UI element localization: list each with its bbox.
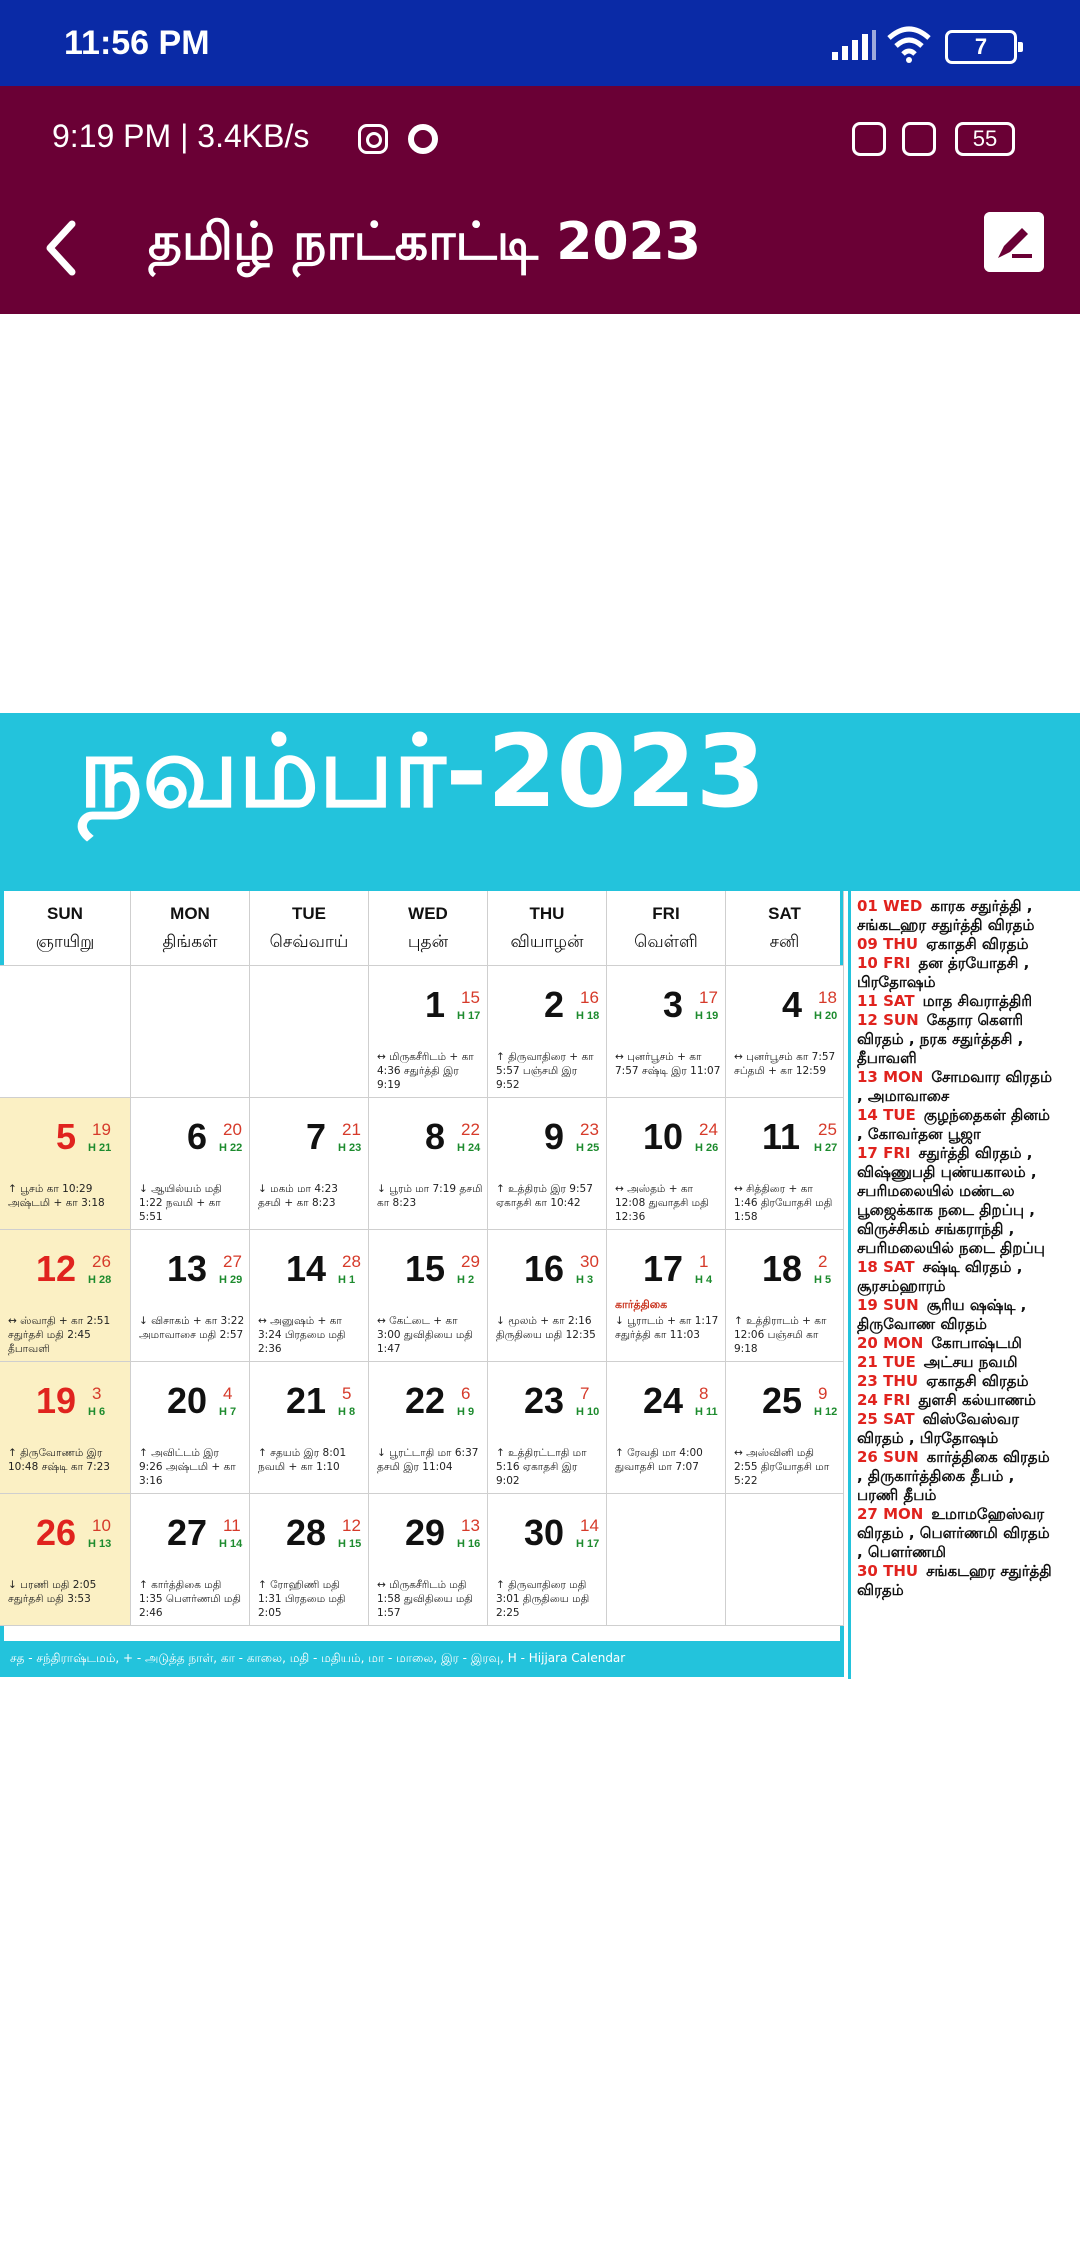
- date-number: 20: [167, 1380, 208, 1421]
- day-cell-17[interactable]: [607, 1230, 726, 1362]
- tamil-date: 12: [342, 1516, 361, 1535]
- day-cell-22[interactable]: [369, 1362, 488, 1494]
- hijri-date: H 16: [457, 1538, 481, 1550]
- hijri-date: H 12: [814, 1406, 838, 1418]
- day-event: கார்த்திகை: [615, 1298, 668, 1311]
- festival-text: உமாமஹேஸ்வர விரதம் , பௌர்ணமி விரதம் , பௌர்ணமி: [857, 1505, 1050, 1561]
- tamil-date: 3: [92, 1384, 102, 1403]
- festival-text: ஏகாதசி விரதம்: [926, 935, 1029, 953]
- festival-text: தன த்ரயோதசி , பிரதோஷம்: [857, 954, 1030, 991]
- empty-cell: [131, 966, 250, 1098]
- page-title: தமிழ் நாட்காட்டி 2023: [148, 212, 701, 272]
- tamil-date: 17: [699, 988, 718, 1007]
- festival-item: [857, 1353, 1057, 1372]
- hijri-date: H 3: [576, 1274, 594, 1286]
- hijri-date: H 25: [576, 1142, 600, 1154]
- date-number: 12: [36, 1248, 77, 1289]
- day-cell-25[interactable]: [726, 1362, 844, 1494]
- hijri-date: H 26: [695, 1142, 719, 1154]
- tamil-date: 18: [818, 988, 837, 1007]
- tamil-date: 10: [92, 1516, 111, 1535]
- day-notes: ↓ மகம் மா 4:23 தசமி + கா 8:23: [258, 1183, 338, 1209]
- festival-date: 10 FRI: [857, 954, 911, 972]
- hijri-date: H 4: [695, 1274, 713, 1286]
- day-notes: ↓ ஆயில்யம் மதி 1:22 நவமி + கா 5:51: [139, 1183, 222, 1223]
- day-notes: ↑ பூசம் கா 10:29 அஷ்டமி + கா 3:18: [8, 1183, 105, 1209]
- hijri-date: H 22: [219, 1142, 243, 1154]
- tamil-date: 13: [461, 1516, 480, 1535]
- festival-item: [857, 1410, 1057, 1448]
- day-cell-10[interactable]: [607, 1098, 726, 1230]
- back-arrow-icon[interactable]: [28, 210, 104, 286]
- hijri-date: H 28: [88, 1274, 112, 1286]
- hijri-date: H 8: [338, 1406, 356, 1418]
- date-number: 21: [286, 1380, 327, 1421]
- date-number: 11: [762, 1116, 801, 1157]
- month-title: நவம்பர்-2023: [78, 713, 766, 830]
- day-notes: ↔ மிருகசீரிடம் + கா 4:36 சதுர்த்தி இர 9:19: [377, 1051, 474, 1091]
- hijri-date: H 17: [576, 1538, 600, 1550]
- day-notes: ↑ திருவாதிரை + கா 5:57 பஞ்சமி இர 9:52: [496, 1051, 594, 1091]
- secondary-status-bar: [0, 86, 1080, 182]
- day-notes: ↔ சித்திரை + கா 1:46 திரயோதசி மதி 1:58: [734, 1183, 833, 1223]
- tamil-date: 6: [461, 1384, 471, 1403]
- day-notes: ↑ உத்திரம் இர 9:57 ஏகாதசி கா 10:42: [496, 1183, 593, 1209]
- tamil-date: 21: [342, 1120, 361, 1139]
- day-cell-26[interactable]: [0, 1494, 131, 1626]
- festival-text: சதுர்த்தி விரதம் , விஷ்ணுபதி புண்யகாலம் , சபரிமலையில் மண்டல பூஜைக்காக நடை திறப்பு , விருச்சிகம் சங்கராந்தி , சபரிமலையில் நடை திறப்பு: [857, 1144, 1045, 1257]
- day-notes: ↓ பரணி மதி 2:05 சதுர்தசி மதி 3:53: [8, 1579, 97, 1605]
- day-notes: ↔ புனர்பூசம் + கா 7:57 சஷ்டி இர 11:07: [615, 1051, 721, 1077]
- day-notes: ↑ சதயம் இர 8:01 நவமி + கா 1:10: [258, 1447, 347, 1473]
- day-cell-7[interactable]: [250, 1098, 369, 1230]
- tamil-date: 9: [818, 1384, 828, 1403]
- festival-item: [857, 992, 1057, 1011]
- day-notes: ↑ திருவோணம் இர 10:48 சஷ்டி கா 7:23: [8, 1447, 110, 1473]
- tamil-date: 25: [818, 1120, 837, 1139]
- day-notes: ↑ ரோஹிணி மதி 1:31 பிரதமை மதி 2:05: [258, 1579, 346, 1619]
- wifi-icon: [886, 26, 932, 64]
- festival-text: ஏகாதசி விரதம்: [926, 1372, 1029, 1390]
- weekday-ta: புதன்: [407, 932, 449, 952]
- day-notes: ↑ திருவாதிரை மதி 3:01 திருதியை மதி 2:25: [496, 1579, 590, 1619]
- festival-date: 19 SUN: [857, 1296, 919, 1314]
- festival-date: 24 FRI: [857, 1391, 911, 1409]
- festival-item: [857, 1296, 1057, 1334]
- hijri-date: H 6: [88, 1406, 106, 1418]
- day-cell-28[interactable]: [250, 1494, 369, 1626]
- day-cell-6[interactable]: [131, 1098, 250, 1230]
- festival-date: 23 THU: [857, 1372, 919, 1390]
- tamil-date: 16: [580, 988, 599, 1007]
- empty-cell: [607, 1494, 726, 1626]
- day-cell-19[interactable]: [0, 1362, 131, 1494]
- festival-item: [857, 1505, 1057, 1562]
- weekday-ta: திங்கள்: [162, 932, 218, 952]
- festival-text: சஷ்டி விரதம் , சூரசம்ஹாரம்: [857, 1258, 1023, 1295]
- tamil-date: 26: [92, 1252, 111, 1271]
- weekday-ta: ஞாயிறு: [35, 932, 95, 952]
- weekday-en: SAT: [768, 904, 801, 923]
- day-notes: ↓ பூரட்டாதி மா 6:37 தசமி இர 11:04: [377, 1447, 479, 1473]
- day-cell-5[interactable]: [0, 1098, 131, 1230]
- divider: [848, 891, 851, 1679]
- day-cell-23[interactable]: [488, 1362, 607, 1494]
- tamil-date: 19: [92, 1120, 111, 1139]
- chrome-icon: [408, 124, 438, 154]
- calendar-header: [0, 713, 1080, 891]
- day-notes: ↔ அனுஷம் + கா 3:24 பிரதமை மதி 2:36: [258, 1315, 346, 1355]
- date-number: 16: [524, 1248, 565, 1289]
- festival-item: [857, 1068, 1057, 1106]
- date-number: 6: [187, 1116, 208, 1157]
- hijri-date: H 1: [338, 1274, 356, 1286]
- day-notes: ↔ ஸ்வாதி + கா 2:51 சதுர்தசி மதி 2:45 தீபாவளி: [8, 1315, 111, 1355]
- date-number: 13: [167, 1248, 208, 1289]
- day-cell-3[interactable]: [607, 966, 726, 1098]
- tamil-date: 11: [223, 1516, 241, 1535]
- day-cell-21[interactable]: [250, 1362, 369, 1494]
- calendar-grid: [0, 891, 844, 1641]
- festival-list: [857, 897, 1057, 1837]
- festival-item: [857, 1562, 1057, 1600]
- hijri-date: H 20: [814, 1010, 838, 1022]
- tamil-date: 8: [699, 1384, 709, 1403]
- hijri-date: H 10: [576, 1406, 600, 1418]
- date-number: 25: [762, 1380, 803, 1421]
- tamil-date: 30: [580, 1252, 599, 1271]
- date-number: 7: [306, 1116, 327, 1157]
- day-cell-2[interactable]: [488, 966, 607, 1098]
- festival-text: சங்கடஹர சதுர்த்தி விரதம்: [857, 1562, 1052, 1599]
- date-number: 2: [544, 984, 565, 1025]
- calendar-legend: சத - சந்திராஷ்டமம், + - அடுத்த நாள், கா - காலை, மதி - மதியம், மா - மாலை, இர - இரவு, H - Hijjara Calendar: [0, 1641, 844, 1677]
- date-number: 24: [643, 1380, 684, 1421]
- festival-text: கேதார கௌரி விரதம் , நரக சதுர்த்தசி , தீபாவளி: [857, 1011, 1024, 1067]
- tamil-date: 28: [342, 1252, 361, 1271]
- system-status-bar: [0, 0, 1080, 86]
- tamil-date: 20: [223, 1120, 242, 1139]
- hijri-date: H 27: [814, 1142, 838, 1154]
- day-cell-27[interactable]: [131, 1494, 250, 1626]
- date-number: 3: [663, 984, 684, 1025]
- festival-text: விஸ்வேஸ்வர விரதம் , பிரதோஷம்: [857, 1410, 1019, 1447]
- festival-date: 27 MON: [857, 1505, 924, 1523]
- grid-icon: [902, 122, 936, 156]
- hijri-date: H 19: [695, 1010, 719, 1022]
- weekday-ta: வியாழன்: [510, 932, 584, 952]
- festival-item: [857, 1391, 1057, 1410]
- festival-text: காரக சதுர்த்தி , சங்கடஹர சதுர்த்தி விரதம்: [857, 897, 1035, 934]
- tamil-date: 29: [461, 1252, 480, 1271]
- festival-item: [857, 1258, 1057, 1296]
- weekday-header-sat: [726, 891, 844, 966]
- weekday-header-mon: [131, 891, 250, 966]
- date-number: 1: [425, 984, 446, 1025]
- date-number: 14: [286, 1248, 327, 1289]
- weekday-header-sun: [0, 891, 131, 966]
- weekday-en: TUE: [292, 904, 326, 923]
- day-cell-14[interactable]: [250, 1230, 369, 1362]
- date-number: 23: [524, 1380, 565, 1421]
- hijri-date: H 7: [219, 1406, 237, 1418]
- festival-item: [857, 1011, 1057, 1068]
- day-notes: ↑ உத்திராடம் + கா 12:06 பஞ்சமி கா 9:18: [734, 1315, 827, 1355]
- day-notes: ↓ பூரம் மா 7:19 தசமி கா 8:23: [377, 1183, 483, 1209]
- festival-date: 13 MON: [857, 1068, 924, 1086]
- tamil-date: 4: [223, 1384, 233, 1403]
- day-notes: ↔ அஸ்வினி மதி 2:55 திரயோதசி மா 5:22: [734, 1447, 830, 1487]
- weekday-header-tue: [250, 891, 369, 966]
- tamil-date: 24: [699, 1120, 718, 1139]
- day-notes: ↔ கேட்டை + கா 3:00 துவிதியை மதி 1:47: [377, 1315, 473, 1355]
- tamil-date: 27: [223, 1252, 242, 1271]
- festival-text: சூரிய ஷஷ்டி , திருவோண விரதம்: [857, 1296, 1027, 1333]
- tamil-date: 15: [461, 988, 480, 1007]
- festival-text: சோமவார விரதம் , அமாவாசை: [857, 1068, 1053, 1105]
- edit-icon[interactable]: [984, 212, 1044, 272]
- tamil-date: 2: [818, 1252, 828, 1271]
- date-number: 26: [36, 1512, 77, 1553]
- day-cell-16[interactable]: [488, 1230, 607, 1362]
- date-number: 27: [167, 1512, 208, 1553]
- date-number: 15: [405, 1248, 446, 1289]
- hijri-date: H 9: [457, 1406, 475, 1418]
- festival-date: 20 MON: [857, 1334, 924, 1352]
- day-notes: ↑ அவிட்டம் இர 9:26 அஷ்டமி + கா 3:16: [139, 1447, 236, 1487]
- weekday-ta: வெள்ளி: [634, 932, 698, 952]
- festival-item: [857, 1448, 1057, 1505]
- day-cell-12[interactable]: [0, 1230, 131, 1362]
- date-number: 30: [524, 1512, 565, 1553]
- tamil-date: 14: [580, 1516, 599, 1535]
- weekday-header-thu: [488, 891, 607, 966]
- instagram-icon: [358, 124, 388, 154]
- day-cell-18[interactable]: [726, 1230, 844, 1362]
- festival-text: துளசி கல்யாணம்: [918, 1391, 1036, 1409]
- festival-text: கோபாஷ்டமி: [931, 1334, 1022, 1352]
- clock: 11:56 PM: [64, 24, 210, 62]
- day-notes: ↓ பூராடம் + கா 1:17 சதுர்த்தி கா 11:03: [615, 1315, 719, 1341]
- battery-icon: 7: [945, 30, 1017, 64]
- festival-item: [857, 954, 1057, 992]
- day-notes: ↑ கார்த்திகை மதி 1:35 பௌர்ணமி மதி 2:46: [139, 1579, 241, 1619]
- date-number: 9: [544, 1116, 565, 1157]
- weekday-en: FRI: [652, 904, 680, 923]
- date-number: 22: [405, 1380, 446, 1421]
- festival-date: 14 TUE: [857, 1106, 916, 1124]
- festival-item: [857, 1144, 1057, 1258]
- festival-date: 01 WED: [857, 897, 923, 915]
- tamil-date: 23: [580, 1120, 599, 1139]
- weekday-ta: செவ்வாய்: [269, 932, 349, 952]
- day-cell-29[interactable]: [369, 1494, 488, 1626]
- hijri-date: H 24: [457, 1142, 481, 1154]
- festival-date: 11 SAT: [857, 992, 915, 1010]
- festival-date: 17 FRI: [857, 1144, 911, 1162]
- date-number: 4: [782, 984, 803, 1025]
- festival-date: 18 SAT: [857, 1258, 915, 1276]
- hijri-date: H 14: [219, 1538, 243, 1550]
- hijri-date: H 21: [88, 1142, 112, 1154]
- weekday-header-fri: [607, 891, 726, 966]
- day-notes: ↔ புனர்பூசம் கா 7:57 சப்தமி + கா 12:59: [734, 1051, 836, 1077]
- date-number: 28: [286, 1512, 327, 1553]
- day-cell-9[interactable]: [488, 1098, 607, 1230]
- hijri-date: H 5: [814, 1274, 832, 1286]
- day-notes: ↔ மிருகசீரிடம் மதி 1:58 துவிதியை மதி 1:57: [377, 1579, 473, 1619]
- weekday-ta: சனி: [769, 932, 800, 952]
- day-cell-4[interactable]: [726, 966, 844, 1098]
- day-notes: ↑ ரேவதி மா 4:00 துவாதசி மா 7:07: [615, 1447, 703, 1473]
- day-cell-24[interactable]: [607, 1362, 726, 1494]
- festival-text: கார்த்திகை விரதம் , திருகார்த்திகை தீபம் , பரணி தீபம்: [857, 1448, 1050, 1504]
- festival-item: [857, 897, 1057, 935]
- festival-date: 09 THU: [857, 935, 919, 953]
- festival-item: [857, 1334, 1057, 1353]
- date-number: 18: [762, 1248, 803, 1289]
- tamil-date: 1: [699, 1252, 709, 1271]
- date-number: 10: [643, 1116, 684, 1157]
- hijri-date: H 11: [695, 1406, 718, 1418]
- date-number: 8: [425, 1116, 446, 1157]
- empty-cell: [0, 966, 131, 1098]
- day-notes: ↔ அஸ்தம் + கா 12:08 துவாதசி மதி 12:36: [615, 1183, 709, 1223]
- festival-date: 25 SAT: [857, 1410, 915, 1428]
- festival-item: [857, 1372, 1057, 1391]
- hijri-date: H 13: [88, 1538, 112, 1550]
- day-cell-20[interactable]: [131, 1362, 250, 1494]
- day-cell-15[interactable]: [369, 1230, 488, 1362]
- weekday-header-wed: [369, 891, 488, 966]
- hijri-date: H 2: [457, 1274, 475, 1286]
- day-cell-1[interactable]: [369, 966, 488, 1098]
- festival-date: 12 SUN: [857, 1011, 919, 1029]
- signal-icon: [830, 30, 878, 62]
- weekday-en: THU: [529, 904, 565, 923]
- day-cell-13[interactable]: [131, 1230, 250, 1362]
- festival-text: குழந்தைகள் தினம் , கோவர்தன பூஜா: [857, 1106, 1050, 1143]
- weekday-en: WED: [408, 904, 448, 923]
- tamil-date: 22: [461, 1120, 480, 1139]
- date-number: 5: [56, 1116, 77, 1157]
- weekday-en: SUN: [47, 904, 83, 923]
- day-cell-8[interactable]: [369, 1098, 488, 1230]
- empty-cell: [726, 1494, 844, 1626]
- notification-badge: 55: [955, 122, 1015, 156]
- weekday-en: MON: [170, 904, 210, 923]
- festival-date: 30 THU: [857, 1562, 919, 1580]
- day-notes: ↓ விசாகம் + கா 3:22 அமாவாசை மதி 2:57: [139, 1315, 245, 1341]
- hijri-date: H 23: [338, 1142, 362, 1154]
- hijri-date: H 15: [338, 1538, 362, 1550]
- day-cell-11[interactable]: [726, 1098, 844, 1230]
- festival-item: [857, 935, 1057, 954]
- app-bar: [0, 182, 1080, 314]
- date-number: 29: [405, 1512, 446, 1553]
- day-notes: ↓ மூலம் + கா 2:16 திருதியை மதி 12:35: [496, 1315, 596, 1341]
- festival-date: 26 SUN: [857, 1448, 919, 1466]
- day-notes: ↑ உத்திரட்டாதி மா 5:16 ஏகாதசி இர 9:02: [496, 1447, 587, 1487]
- tamil-date: 7: [580, 1384, 590, 1403]
- empty-cell: [250, 966, 369, 1098]
- tamil-date: 5: [342, 1384, 352, 1403]
- hijri-date: H 29: [219, 1274, 243, 1286]
- date-number: 19: [36, 1380, 77, 1421]
- festival-text: அட்சய நவமி: [923, 1353, 1018, 1371]
- festival-text: மாத சிவராத்திரி: [922, 992, 1033, 1010]
- hijri-date: H 18: [576, 1010, 600, 1022]
- hijri-date: H 17: [457, 1010, 481, 1022]
- status-speed: 9:19 PM | 3.4KB/s: [52, 118, 310, 154]
- festival-date: 21 TUE: [857, 1353, 916, 1371]
- date-number: 17: [643, 1248, 684, 1289]
- app-icon: [852, 122, 886, 156]
- festival-item: [857, 1106, 1057, 1144]
- day-cell-30[interactable]: [488, 1494, 607, 1626]
